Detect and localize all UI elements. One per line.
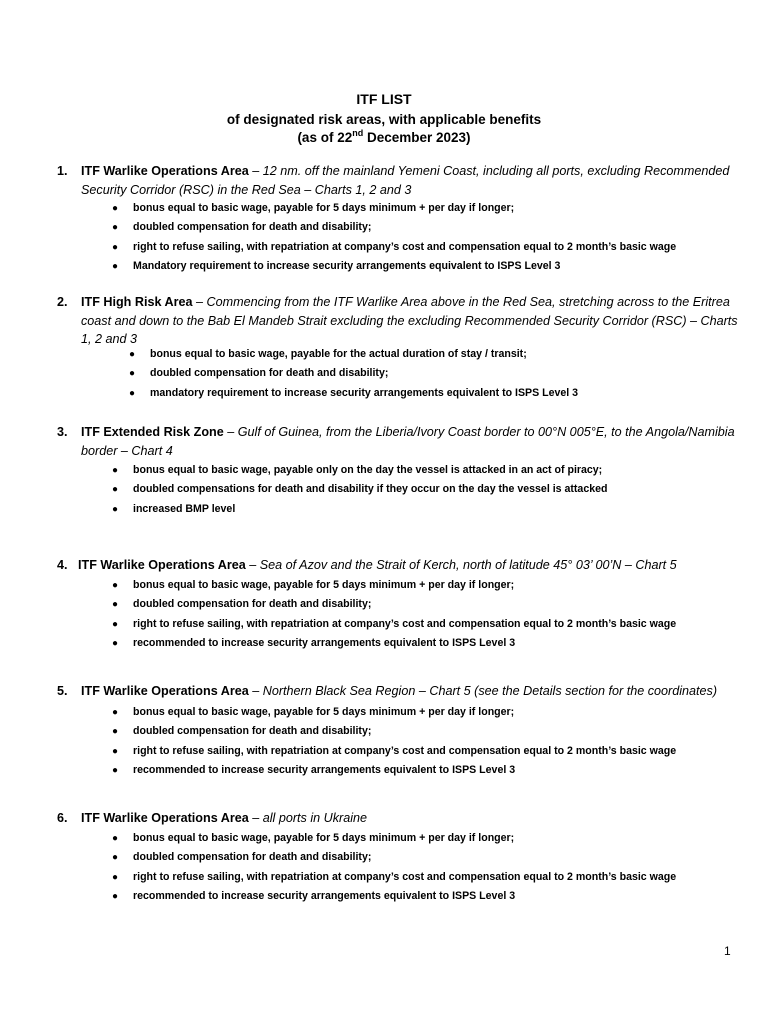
benefit-item xyxy=(112,868,677,887)
benefit-text: doubled compensation for death and disability; xyxy=(133,851,372,864)
item-heading xyxy=(81,809,751,828)
benefit-item xyxy=(112,742,677,761)
item-number: 4. xyxy=(57,558,68,572)
item-description: – 12 nm. off the mainland Yemeni Coast, including all ports, excluding Recommended Security Corridor (RSC) in the Red Sea – Charts 1, 2 and 3 xyxy=(81,164,730,197)
benefit-text: increased BMP level xyxy=(133,502,236,515)
item-number: 1. xyxy=(57,164,68,178)
benefit-text: recommended to increase security arrangements equivalent to ISPS Level 3 xyxy=(133,636,516,649)
date-suffix: December 2023) xyxy=(363,130,471,145)
item-description: – Northern Black Sea Region – Chart 5 (see the Details section for the coordinates) xyxy=(248,684,718,698)
bullet-icon: ● xyxy=(112,707,119,718)
benefit-item xyxy=(112,634,676,653)
benefit-text: doubled compensation for death and disability; xyxy=(133,725,372,738)
benefits-list xyxy=(129,345,579,403)
bullet-icon: ● xyxy=(112,871,119,883)
benefit-item xyxy=(112,500,607,519)
benefits-list xyxy=(112,461,608,519)
bullet-icon: ● xyxy=(112,599,119,611)
bullet-icon: ● xyxy=(112,726,119,738)
item-description: – Sea of Azov and the Strait of Kerch, north of latitude 45° 03’ 00’N – Chart 5 xyxy=(245,558,677,572)
bullet-icon: ● xyxy=(129,368,136,380)
benefits-list xyxy=(112,199,677,276)
item-number: 6. xyxy=(57,811,68,825)
bullet-icon: ● xyxy=(112,503,119,515)
benefit-text: bonus equal to basic wage, payable for 5 days minimum + per day if longer; xyxy=(133,579,515,591)
benefit-item xyxy=(112,461,607,480)
bullet-icon: ● xyxy=(112,222,119,234)
benefit-text: right to refuse sailing, with repatriation at company’s cost and compensation equal to 2 month’s basic wage xyxy=(133,744,677,757)
benefit-item xyxy=(112,722,676,741)
bullet-icon: ● xyxy=(129,349,136,360)
bullet-icon: ● xyxy=(112,852,119,864)
benefit-text: Mandatory requirement to increase security arrangements equivalent to ISPS Level 3 xyxy=(133,259,561,272)
benefits-list xyxy=(112,703,677,780)
benefit-text: right to refuse sailing, with repatriation at company’s cost and compensation equal to 2 month’s basic wage xyxy=(133,617,677,630)
benefit-text: recommended to increase security arrangements equivalent to ISPS Level 3 xyxy=(133,763,516,776)
bullet-icon: ● xyxy=(112,833,119,844)
item-heading xyxy=(81,293,751,349)
benefit-item xyxy=(112,761,676,780)
page-number: 1 xyxy=(724,944,731,958)
item-name: ITF Warlike Operations Area xyxy=(78,558,246,572)
item-heading xyxy=(81,423,751,460)
date-ordinal: nd xyxy=(352,127,364,138)
bullet-icon: ● xyxy=(112,745,119,757)
bullet-icon: ● xyxy=(112,618,119,630)
benefit-item xyxy=(112,218,676,237)
item-name: ITF Extended Risk Zone xyxy=(81,425,224,439)
item-name: ITF High Risk Area xyxy=(81,295,193,309)
benefit-item xyxy=(112,829,676,848)
document-date xyxy=(0,127,768,145)
benefit-item xyxy=(112,257,676,276)
benefit-item xyxy=(112,480,608,499)
benefit-item xyxy=(129,364,578,383)
document-subtitle: of designated risk areas, with applicable benefits xyxy=(226,112,542,127)
benefits-list xyxy=(112,576,677,653)
benefits-list xyxy=(112,829,677,906)
item-number: 3. xyxy=(57,425,68,439)
benefit-item xyxy=(112,199,676,218)
item-number: 2. xyxy=(57,295,68,309)
benefit-item xyxy=(112,703,676,722)
benefit-text: bonus equal to basic wage, payable for 5 days minimum + per day if longer; xyxy=(133,832,515,844)
document-title: ITF LIST xyxy=(356,91,412,107)
benefit-text: right to refuse sailing, with repatriation at company’s cost and compensation equal to 2 month’s basic wage xyxy=(133,870,677,883)
bullet-icon: ● xyxy=(129,387,136,399)
benefit-text: bonus equal to basic wage, payable for the actual duration of stay / transit; xyxy=(150,348,527,360)
benefit-text: right to refuse sailing, with repatriation at company’s cost and compensation equal to 2 month’s basic wage xyxy=(133,240,677,253)
benefit-text: doubled compensation for death and disability; xyxy=(150,367,389,380)
item-number: 5. xyxy=(57,684,68,698)
benefit-text: bonus equal to basic wage, payable only on the day the vessel is attacked in an act of piracy; xyxy=(133,464,603,476)
item-description: – Gulf of Guinea, from the Liberia/Ivory Coast border to 00°N 005°E, to the Angola/Namibia border – Chart 4 xyxy=(81,425,735,458)
benefit-item xyxy=(112,887,676,906)
item-description: – Commencing from the ITF Warlike Area above in the Red Sea, stretching across to the Eritrea coast and down to the Bab El Mandeb Strait excluding the excluding Recommended Security Corridor (RSC) – Charts 1, 2 and 3 xyxy=(81,295,738,346)
item-name: ITF Warlike Operations Area xyxy=(81,811,249,825)
benefit-text: doubled compensation for death and disability; xyxy=(133,598,372,611)
benefit-item xyxy=(112,595,676,614)
bullet-icon: ● xyxy=(112,203,119,214)
benefit-item xyxy=(129,345,578,364)
benefit-text: doubled compensations for death and disability if they occur on the day the vessel is attacked xyxy=(133,483,608,496)
benefit-text: doubled compensation for death and disability; xyxy=(133,221,372,234)
item-name: ITF Warlike Operations Area xyxy=(81,164,249,178)
benefit-item xyxy=(112,576,676,595)
bullet-icon: ● xyxy=(112,764,119,776)
benefit-text: mandatory requirement to increase security arrangements equivalent to ISPS Level 3 xyxy=(150,386,579,399)
benefit-item xyxy=(129,384,579,403)
benefit-item xyxy=(112,848,676,867)
item-heading xyxy=(81,162,751,199)
bullet-icon: ● xyxy=(112,637,119,649)
date-prefix: (as of 22 xyxy=(297,130,353,145)
benefit-text: bonus equal to basic wage, payable for 5 days minimum + per day if longer; xyxy=(133,202,515,214)
benefit-text: bonus equal to basic wage, payable for 5 days minimum + per day if longer; xyxy=(133,706,515,718)
item-heading xyxy=(81,682,751,701)
bullet-icon: ● xyxy=(112,465,119,476)
bullet-icon: ● xyxy=(112,260,119,272)
benefit-text: recommended to increase security arrangements equivalent to ISPS Level 3 xyxy=(133,889,516,902)
benefit-item xyxy=(112,238,677,257)
bullet-icon: ● xyxy=(112,484,119,496)
bullet-icon: ● xyxy=(112,580,119,591)
item-heading xyxy=(78,556,748,575)
bullet-icon: ● xyxy=(112,890,119,902)
item-description: – all ports in Ukraine xyxy=(248,811,368,825)
benefit-item xyxy=(112,615,677,634)
bullet-icon: ● xyxy=(112,241,119,253)
item-name: ITF Warlike Operations Area xyxy=(81,684,249,698)
